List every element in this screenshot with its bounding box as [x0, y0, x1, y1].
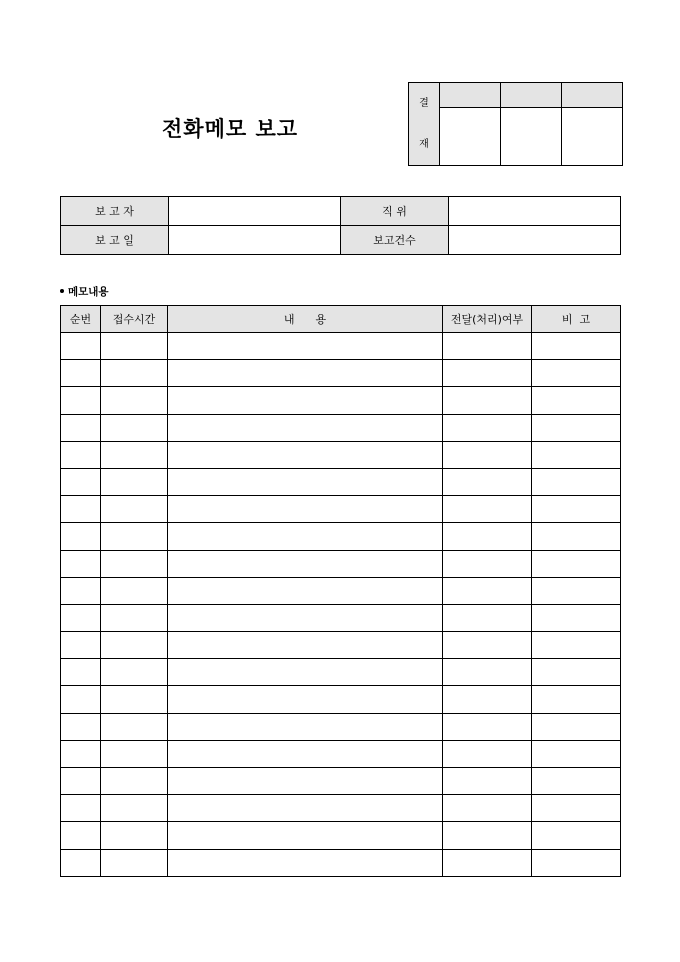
number-cell[interactable]: [61, 523, 101, 550]
content-cell[interactable]: [168, 768, 443, 795]
received-time-cell[interactable]: [101, 632, 168, 659]
content-cell[interactable]: [168, 604, 443, 631]
approval-label-bottom: 재: [419, 138, 429, 150]
table-row: [61, 523, 621, 550]
report-count-field[interactable]: [449, 226, 621, 255]
remarks-cell[interactable]: [532, 713, 621, 740]
delivered-cell[interactable]: [443, 686, 532, 713]
content-cell[interactable]: [168, 468, 443, 495]
content-cell[interactable]: [168, 632, 443, 659]
received-time-cell[interactable]: [101, 849, 168, 876]
report-date-field[interactable]: [169, 226, 341, 255]
memo-header-row: [61, 306, 621, 333]
received-time-cell[interactable]: [101, 550, 168, 577]
table-row: [61, 333, 621, 360]
received-time-cell[interactable]: [101, 795, 168, 822]
approver-title-cell-1[interactable]: [440, 83, 501, 108]
remarks-cell[interactable]: [532, 387, 621, 414]
memo-section-heading: [60, 284, 109, 299]
table-row: [61, 822, 621, 849]
received-time-cell[interactable]: [101, 360, 168, 387]
received-time-cell[interactable]: [101, 768, 168, 795]
number-cell[interactable]: [61, 604, 101, 631]
number-cell[interactable]: [61, 768, 101, 795]
number-cell[interactable]: [61, 550, 101, 577]
table-row: [61, 686, 621, 713]
number-cell[interactable]: [61, 740, 101, 767]
position-field[interactable]: [449, 197, 621, 226]
received-time-cell[interactable]: [101, 822, 168, 849]
table-row: [61, 577, 621, 604]
content-cell[interactable]: [168, 713, 443, 740]
col-header-delivered: 전달(처리)여부: [443, 306, 532, 333]
content-cell[interactable]: [168, 333, 443, 360]
reporter-field[interactable]: [169, 197, 341, 226]
number-cell[interactable]: [61, 795, 101, 822]
table-row: [61, 604, 621, 631]
report-date-label: 보 고 일: [61, 226, 169, 255]
memo-table-body: [61, 333, 621, 877]
received-time-cell[interactable]: [101, 577, 168, 604]
delivered-cell[interactable]: [443, 550, 532, 577]
content-cell[interactable]: [168, 659, 443, 686]
remarks-cell[interactable]: [532, 496, 621, 523]
delivered-cell[interactable]: [443, 713, 532, 740]
delivered-cell[interactable]: [443, 468, 532, 495]
received-time-cell[interactable]: [101, 496, 168, 523]
table-row: [61, 795, 621, 822]
number-cell[interactable]: [61, 414, 101, 441]
table-row: [61, 659, 621, 686]
delivered-cell[interactable]: [443, 333, 532, 360]
delivered-cell[interactable]: [443, 496, 532, 523]
received-time-cell[interactable]: [101, 659, 168, 686]
delivered-cell[interactable]: [443, 632, 532, 659]
delivered-cell[interactable]: [443, 577, 532, 604]
number-cell[interactable]: [61, 387, 101, 414]
delivered-cell[interactable]: [443, 387, 532, 414]
table-row: [61, 713, 621, 740]
delivered-cell[interactable]: [443, 360, 532, 387]
approver-sign-cell-3[interactable]: [562, 108, 623, 166]
remarks-cell[interactable]: [532, 822, 621, 849]
remarks-cell[interactable]: [532, 686, 621, 713]
report-count-label: 보고건수: [341, 226, 449, 255]
remarks-cell[interactable]: [532, 659, 621, 686]
table-row: [61, 360, 621, 387]
received-time-cell[interactable]: [101, 468, 168, 495]
content-cell[interactable]: [168, 496, 443, 523]
content-cell[interactable]: [168, 686, 443, 713]
approval-label-top: 결: [419, 97, 429, 109]
table-row: [61, 768, 621, 795]
content-cell[interactable]: [168, 849, 443, 876]
table-row: [61, 849, 621, 876]
position-label: 직 위: [341, 197, 449, 226]
approver-sign-cell-1[interactable]: [440, 108, 501, 166]
remarks-cell[interactable]: [532, 577, 621, 604]
report-info-table: [60, 196, 621, 255]
col-header-number: 순번: [61, 306, 101, 333]
bullet-icon: [60, 289, 64, 293]
approver-sign-cell-2[interactable]: [501, 108, 562, 166]
approval-label: [409, 83, 440, 166]
approver-title-cell-3[interactable]: [562, 83, 623, 108]
delivered-cell[interactable]: [443, 822, 532, 849]
col-header-content: 내 용: [168, 306, 443, 333]
remarks-cell[interactable]: [532, 632, 621, 659]
memo-section-label: 메모내용: [68, 286, 109, 298]
number-cell[interactable]: [61, 822, 101, 849]
delivered-cell[interactable]: [443, 795, 532, 822]
number-cell[interactable]: [61, 441, 101, 468]
content-cell[interactable]: [168, 360, 443, 387]
delivered-cell[interactable]: [443, 740, 532, 767]
number-cell[interactable]: [61, 686, 101, 713]
content-cell[interactable]: [168, 414, 443, 441]
remarks-cell[interactable]: [532, 441, 621, 468]
remarks-cell[interactable]: [532, 414, 621, 441]
received-time-cell[interactable]: [101, 523, 168, 550]
remarks-cell[interactable]: [532, 740, 621, 767]
number-cell[interactable]: [61, 360, 101, 387]
table-row: [61, 468, 621, 495]
delivered-cell[interactable]: [443, 604, 532, 631]
remarks-cell[interactable]: [532, 849, 621, 876]
number-cell[interactable]: [61, 333, 101, 360]
approver-title-cell-2[interactable]: [501, 83, 562, 108]
document-title: 전화메모 보고: [162, 116, 299, 141]
number-cell[interactable]: [61, 632, 101, 659]
col-header-remarks: 비 고: [532, 306, 621, 333]
table-row: [61, 632, 621, 659]
table-row: [61, 441, 621, 468]
col-header-received-time: 접수시간: [101, 306, 168, 333]
delivered-cell[interactable]: [443, 523, 532, 550]
received-time-cell[interactable]: [101, 441, 168, 468]
received-time-cell[interactable]: [101, 414, 168, 441]
delivered-cell[interactable]: [443, 441, 532, 468]
received-time-cell[interactable]: [101, 713, 168, 740]
reporter-label: 보 고 자: [61, 197, 169, 226]
memo-table: [60, 305, 621, 877]
table-row: [61, 740, 621, 767]
number-cell[interactable]: [61, 468, 101, 495]
received-time-cell[interactable]: [101, 740, 168, 767]
remarks-cell[interactable]: [532, 523, 621, 550]
approval-table: [408, 82, 623, 166]
remarks-cell[interactable]: [532, 604, 621, 631]
remarks-cell[interactable]: [532, 550, 621, 577]
delivered-cell[interactable]: [443, 768, 532, 795]
remarks-cell[interactable]: [532, 768, 621, 795]
remarks-cell[interactable]: [532, 333, 621, 360]
content-cell[interactable]: [168, 550, 443, 577]
delivered-cell[interactable]: [443, 849, 532, 876]
delivered-cell[interactable]: [443, 414, 532, 441]
content-cell[interactable]: [168, 523, 443, 550]
content-cell[interactable]: [168, 387, 443, 414]
content-cell[interactable]: [168, 822, 443, 849]
number-cell[interactable]: [61, 659, 101, 686]
number-cell[interactable]: [61, 577, 101, 604]
delivered-cell[interactable]: [443, 659, 532, 686]
content-cell[interactable]: [168, 577, 443, 604]
table-row: [61, 414, 621, 441]
content-cell[interactable]: [168, 795, 443, 822]
table-row: [61, 550, 621, 577]
content-cell[interactable]: [168, 441, 443, 468]
received-time-cell[interactable]: [101, 686, 168, 713]
remarks-cell[interactable]: [532, 795, 621, 822]
number-cell[interactable]: [61, 849, 101, 876]
received-time-cell[interactable]: [101, 333, 168, 360]
table-row: [61, 496, 621, 523]
remarks-cell[interactable]: [532, 468, 621, 495]
received-time-cell[interactable]: [101, 387, 168, 414]
table-row: [61, 387, 621, 414]
content-cell[interactable]: [168, 740, 443, 767]
number-cell[interactable]: [61, 713, 101, 740]
received-time-cell[interactable]: [101, 604, 168, 631]
remarks-cell[interactable]: [532, 360, 621, 387]
number-cell[interactable]: [61, 496, 101, 523]
